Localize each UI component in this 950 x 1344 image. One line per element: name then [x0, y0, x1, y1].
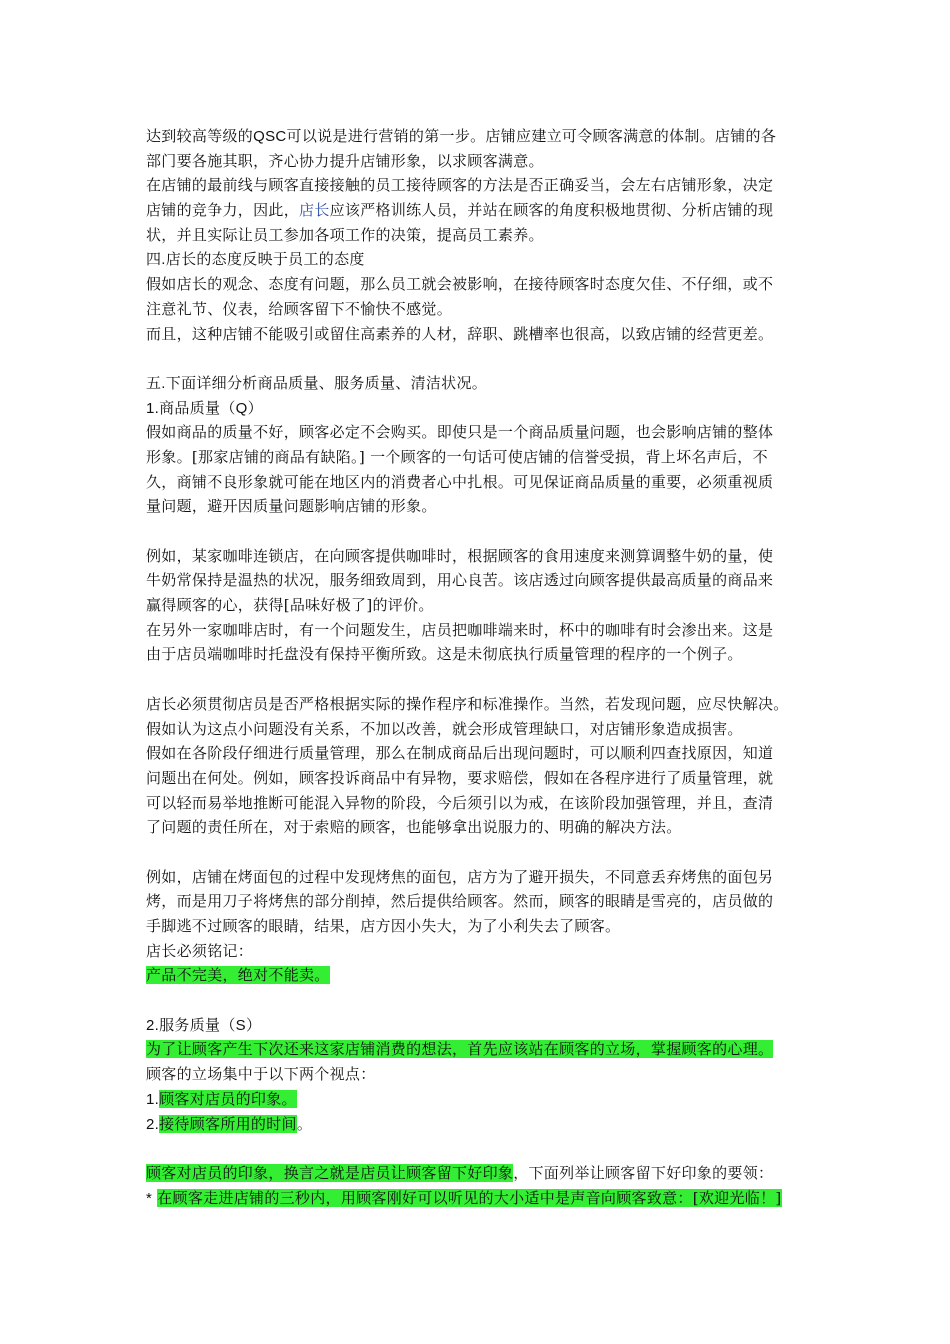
text-run: ，下面列举让顾客留下好印象的要领：: [513, 1163, 774, 1182]
paragraph-line: [146, 124, 816, 149]
paragraph-line: 手脚逃不过顾客的眼睛，结果，店方因小失大，为了小利失去了顾客。: [146, 917, 621, 935]
paragraph-line: 可以轻而易举地推断可能混入异物的阶段，今后须引以为戒，在该阶段加强管理，并且，查清: [146, 793, 774, 812]
text-run: 达到较高等级的: [146, 127, 254, 145]
blank-line: [146, 346, 816, 371]
document-body: [146, 124, 816, 1210]
paragraph-line: 假如在各阶段仔细进行质量管理，那么在制成商品后出现问题时，可以顺利四查找原因，知道: [146, 744, 774, 763]
paragraph-line: 假如认为这点小问题没有关系，不加以改善，就会形成管理缺口，对店铺形象造成损害。: [146, 719, 743, 738]
paragraph-line: 部门要各施其职，齐心协力提升店铺形象，以求顾客满意。: [146, 151, 544, 170]
paragraph-line: 例如，店铺在烤面包的过程中发现烤焦的面包，店方为了避开损失，不同意丢弃烤焦的面包另: [146, 867, 774, 886]
list-number: 2.: [146, 1115, 160, 1133]
paragraph-line: [146, 198, 816, 223]
section-heading-4: [146, 247, 816, 272]
list-item: [146, 1087, 816, 1112]
paragraph-line: 例如，某家咖啡连锁店，在向顾客提供咖啡时，根据顾客的食用速度来测算调整牛奶的量，使: [146, 546, 774, 565]
paragraph-line: 假如店长的观念、态度有问题，那么员工就会被影响，在接待顾客时态度欠佳、不仔细，或不: [146, 275, 774, 294]
subheading-product-quality: [146, 396, 816, 421]
paragraph-line: 店长必须贯彻店员是否严格根据实际的操作程序和标准操作。当然，若发现问题，应尽快解决。: [146, 694, 789, 713]
text-run: ）: [247, 398, 263, 417]
paragraph-line: 形象。[那家店铺的商品有缺陷。] 一个顾客的一句话可使店铺的信誉受损，背上坏名声后，不: [146, 447, 768, 466]
blank-line: [146, 667, 816, 692]
paragraph-line: 假如商品的质量不好，顾客必定不会购买。即使只是一个商品质量问题，也会影响店铺的整体: [146, 423, 774, 442]
blank-line: [146, 840, 816, 865]
section-heading-5: [146, 371, 816, 396]
text-run: 应该严格训练人员，并站在顾客的角度积极地贯彻、分析店铺的现: [329, 201, 774, 220]
paragraph-line: [146, 963, 816, 988]
heading-number: 四.: [146, 251, 166, 269]
paragraph-line: 量问题，避开因质量问题影响店铺的形象。: [146, 497, 437, 516]
subheading-service-quality: [146, 1013, 816, 1038]
paragraph-line: 在店铺的最前线与顾客直接接触的员工接待顾客的方法是否正确妥当，会左右店铺形象，决定: [146, 176, 774, 195]
bullet-star-icon: *: [146, 1189, 153, 1207]
paragraph-line: 而且，这种店铺不能吸引或留住高素养的人材，辞职、跳槽率也很高，以致店铺的经营更差。: [146, 324, 774, 343]
text-run: 商品质量（: [159, 398, 236, 417]
paragraph-line: 牛奶常保持是温热的状况，服务细致周到，用心良苦。该店透过向顾客提供最高质量的商品来: [146, 571, 774, 590]
text-run: 服务质量（: [159, 1015, 236, 1034]
text-run: Q: [235, 399, 248, 417]
qsc-term: QSC: [253, 128, 287, 145]
heading-text: 下面详细分析商品质量、服务质量、清洁状况。: [165, 373, 488, 392]
text-run: 。: [296, 1114, 313, 1133]
subheading-number: 2.: [146, 1016, 160, 1034]
highlighted-text: 为了让顾客产生下次还来这家店铺消费的想法，首先应该站在顾客的立场，掌握顾客的心理。: [146, 1040, 774, 1059]
blank-line: [146, 988, 816, 1013]
list-number: 1.: [146, 1090, 160, 1108]
heading-number: 五.: [146, 374, 166, 392]
paragraph-line: 注意礼节、仪表，给顾客留下不愉快不感觉。: [146, 299, 453, 318]
paragraph-line: 问题出在何处。例如，顾客投诉商品中有异物，要求赔偿，假如在各程序进行了质量管理，就: [146, 768, 774, 787]
paragraph-line: 赢得顾客的心，获得[品味好极了]的评价。: [146, 596, 434, 615]
blank-line: [146, 1136, 816, 1161]
highlighted-text: 顾客对店员的印象。: [159, 1089, 297, 1108]
paragraph-line: 烤，而是用刀子将烤焦的部分削掉，然后提供给顾客。然而，顾客的眼睛是雪亮的，店员做的: [146, 892, 774, 911]
highlighted-text: 接待顾客所用的时间: [159, 1114, 297, 1133]
paragraph-line: 状，并且实际让员工参加各项工作的决策，提高员工素养。: [146, 225, 544, 244]
heading-text: 店长的态度反映于员工的态度: [165, 250, 365, 269]
text-run: S: [235, 1016, 246, 1034]
list-item: [146, 1112, 816, 1137]
highlighted-text: 产品不完美，绝对不能卖。: [146, 966, 330, 985]
paragraph-line: 在另外一家咖啡店时，有一个问题发生，店员把咖啡端来时，杯中的咖啡有时会渗出来。这是: [146, 620, 774, 639]
paragraph-line: [146, 1161, 816, 1186]
blank-line: [146, 519, 816, 544]
highlighted-text: 顾客对店员的印象，换言之就是店员让顾客留下好印象: [146, 1163, 514, 1182]
paragraph-line: [146, 1037, 816, 1062]
subheading-number: 1.: [146, 399, 160, 417]
paragraph-line: 了问题的责任所在，对于索赔的顾客，也能够拿出说服力的、明确的解决方法。: [146, 818, 682, 837]
text-run: ）: [245, 1015, 262, 1034]
text-run: 可以说是进行营销的第一步。店铺应建立可令顾客满意的体制。店铺的各: [286, 127, 777, 145]
paragraph-line: 由于店员端咖啡时托盘没有保持平衡所致。这是未彻底执行质量管理的程序的一个例子。: [146, 645, 743, 664]
bullet-line: [146, 1186, 816, 1211]
paragraph-line: 久，商铺不良形象就可能在地区内的消费者心中扎根。可见保证商品质量的重要，必须重视质: [146, 472, 774, 491]
paragraph-line: 店长必须铭记：: [146, 941, 254, 960]
paragraph-line: 顾客的立场集中于以下两个视点：: [146, 1065, 376, 1084]
highlighted-text: 在顾客走进店铺的三秒内，用顾客刚好可以听见的大小适中是声音向顾客致意：[欢迎光临！]: [157, 1188, 782, 1207]
text-run: 店铺的竞争力，因此，: [146, 201, 300, 220]
store-manager-link[interactable]: 店长: [299, 201, 330, 220]
